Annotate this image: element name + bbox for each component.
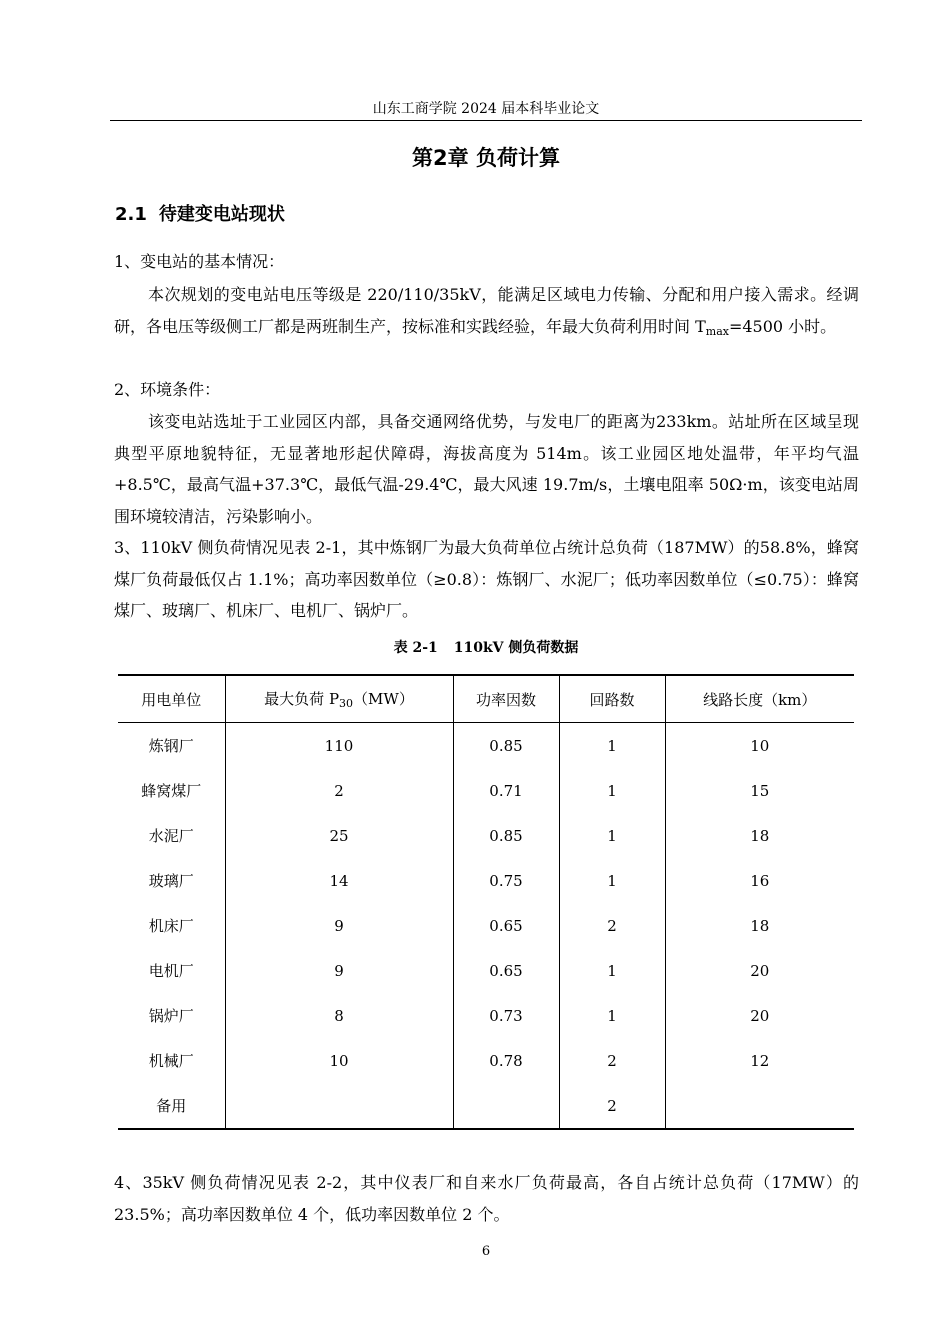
header-rule — [110, 120, 862, 121]
header-max-load-prefix: 最大负荷 P — [264, 690, 340, 708]
cell-pf: 0.65 — [453, 903, 559, 948]
paragraph-environment-heading: 2、环境条件： — [114, 380, 221, 399]
tmax-subscript: max — [705, 324, 729, 338]
header-max-load — [225, 675, 453, 723]
cell-pf: 0.85 — [453, 813, 559, 858]
header-line-length: 线路长度（km） — [665, 675, 854, 723]
paragraph-35kv-load: 4、35kV 侧负荷情况见表 2-2，其中仪表厂和自来水厂负荷最高，各自占统计总负荷（17MW）的 23.5%；高功率因数单位 4 个，低功率因数单位 2 个。 — [114, 1173, 859, 1224]
cell-unit: 机床厂 — [148, 917, 194, 935]
cell-pf: 0.85 — [453, 723, 559, 769]
page-number: 6 — [481, 1244, 491, 1259]
cell-unit: 机械厂 — [148, 1052, 194, 1070]
cell-length: 12 — [665, 1038, 854, 1083]
cell-load: 8 — [225, 993, 453, 1038]
cell-load — [225, 1083, 453, 1129]
cell-circuits: 1 — [559, 993, 665, 1038]
cell-length: 10 — [665, 723, 854, 769]
section-number: 2.1 — [115, 204, 147, 225]
cell-pf: 0.78 — [453, 1038, 559, 1083]
cell-length: 20 — [665, 948, 854, 993]
cell-unit: 蜂窝煤厂 — [141, 782, 202, 800]
table-row — [118, 768, 854, 813]
cell-unit: 炼钢厂 — [148, 737, 194, 755]
header-max-load-sub: 30 — [339, 697, 354, 710]
paragraph-basic-info — [114, 279, 859, 347]
cell-pf: 0.71 — [453, 768, 559, 813]
table-caption-title: 110kV 侧负荷数据 — [453, 640, 579, 656]
cell-unit: 水泥厂 — [148, 827, 194, 845]
cell-unit: 玻璃厂 — [148, 872, 194, 890]
paragraph-basic-info-end: =4500 小时。 — [728, 316, 837, 336]
cell-load: 10 — [225, 1038, 453, 1083]
header-circuits: 回路数 — [559, 675, 665, 723]
cell-unit: 电机厂 — [148, 962, 194, 980]
cell-circuits: 1 — [559, 768, 665, 813]
table-row — [118, 723, 854, 769]
table-row — [118, 903, 854, 948]
table-row — [118, 813, 854, 858]
header-unit: 用电单位 — [118, 675, 225, 723]
table-header-row — [118, 675, 854, 723]
load-table — [118, 674, 854, 1130]
cell-circuits: 1 — [559, 858, 665, 903]
cell-length: 18 — [665, 813, 854, 858]
paragraph-basic-info-text: 本次规划的变电站电压等级是 220/110/35kV，能满足区域电力传输、分配和用户接入需求。经调研，各电压等级侧工厂都是两班制生产，按标准和实践经验，年最大负荷利用时间 T — [114, 285, 859, 336]
cell-circuits: 2 — [559, 1083, 665, 1129]
section-title-text: 待建变电站现状 — [158, 204, 285, 225]
cell-pf: 0.73 — [453, 993, 559, 1038]
table-caption-number: 表 2-1 — [393, 640, 438, 656]
chapter-title: 第2章 负荷计算 — [412, 146, 560, 170]
page-header: 山东工商学院 2024 届本科毕业论文 — [372, 101, 600, 117]
table-row — [118, 948, 854, 993]
cell-unit: 备用 — [118, 1083, 225, 1129]
table-row — [118, 1038, 854, 1083]
cell-length: 16 — [665, 858, 854, 903]
section-title — [115, 201, 285, 229]
table-row — [118, 1083, 854, 1129]
cell-circuits: 1 — [559, 723, 665, 769]
cell-load: 9 — [225, 948, 453, 993]
cell-load: 25 — [225, 813, 453, 858]
cell-length: 18 — [665, 903, 854, 948]
cell-length: 15 — [665, 768, 854, 813]
paragraph-110kv-load: 3、110kV 侧负荷情况见表 2-1，其中炼钢厂为最大负荷单位占统计总负荷（187MW）的58.8%，蜂窝煤厂负荷最低仅占 1.1%；高功率因数单位（≥0.8）：炼钢厂、水泥厂；低功率因数单位（≤0.75）：蜂窝煤厂、玻璃厂、机床厂、电机厂、锅炉厂。 — [114, 538, 859, 620]
paragraph-environment: 该变电站选址于工业园区内部，具备交通网络优势，与发电厂的距离为233km。站址所在区域呈现典型平原地貌特征，无显著地形起伏障碍，海拔高度为 514m。该工业园区地处温带，年平均气温+8.5℃，最高气温+37.3℃，最低气温-29.4℃，最大风速 19.7m/s，土壤电阻率 50Ω·m，该变电站周围环境较清洁，污染影响小。 — [114, 412, 859, 526]
cell-circuits: 2 — [559, 1038, 665, 1083]
cell-length: 20 — [665, 993, 854, 1038]
cell-unit: 锅炉厂 — [148, 1007, 194, 1025]
table-caption — [110, 637, 862, 659]
table-row — [118, 993, 854, 1038]
cell-pf — [453, 1083, 559, 1129]
cell-circuits: 1 — [559, 813, 665, 858]
cell-load: 14 — [225, 858, 453, 903]
cell-load: 2 — [225, 768, 453, 813]
cell-pf: 0.65 — [453, 948, 559, 993]
header-power-factor: 功率因数 — [453, 675, 559, 723]
cell-load: 110 — [225, 723, 453, 769]
header-max-load-suffix: （MW） — [353, 690, 414, 708]
cell-pf: 0.75 — [453, 858, 559, 903]
cell-load: 9 — [225, 903, 453, 948]
cell-circuits: 2 — [559, 903, 665, 948]
table-row — [118, 858, 854, 903]
cell-length — [665, 1083, 854, 1129]
paragraph-basic-info-heading: 1、变电站的基本情况： — [114, 252, 285, 271]
cell-circuits: 1 — [559, 948, 665, 993]
